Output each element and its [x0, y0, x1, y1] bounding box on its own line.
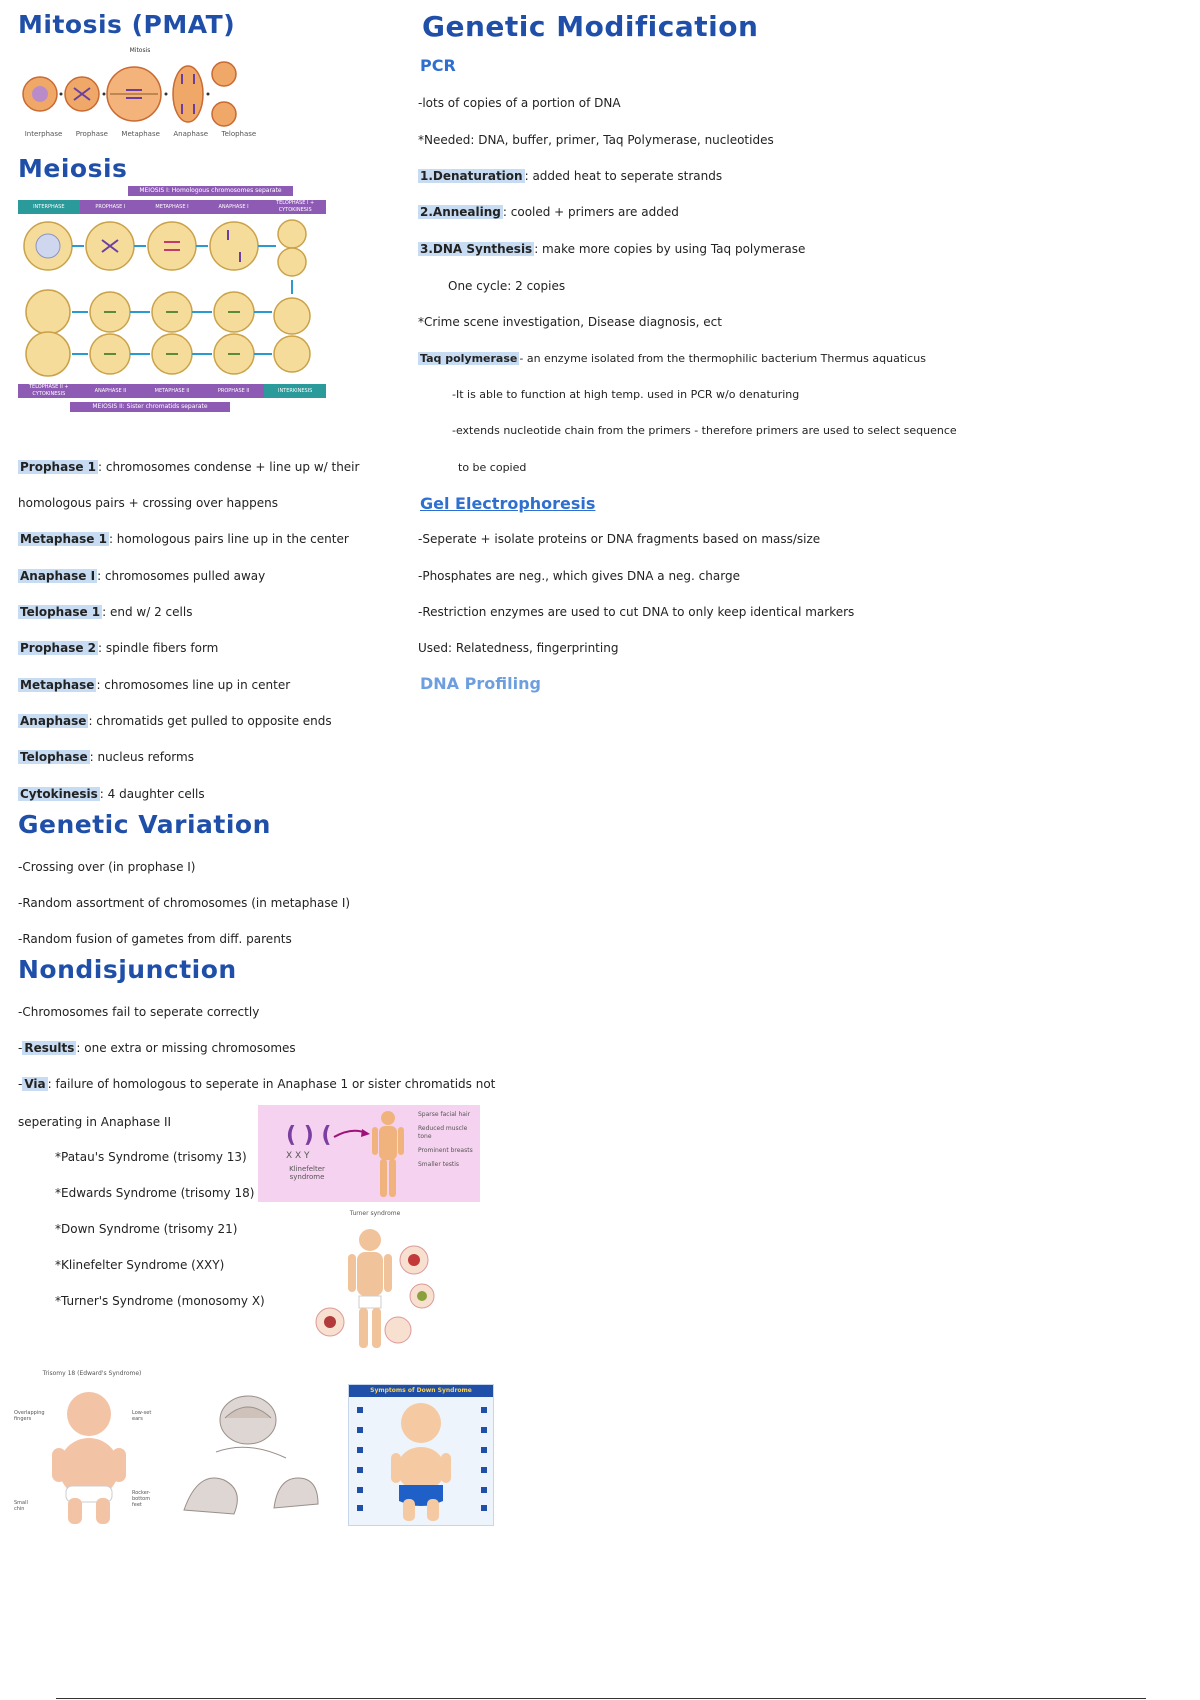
meiosis-note: Telophase 1 : end w/ 2 cells: [20, 605, 193, 619]
meiosis-phase-label: ANAPHASE II: [80, 384, 142, 398]
nondisjunction-note: - Results : one extra or missing chromosomes: [18, 1041, 296, 1055]
symptom-markers-left: [355, 1405, 373, 1515]
syndrome-item: *Turner's Syndrome (monosomy X): [55, 1294, 265, 1308]
down-syndrome-figure: [348, 1384, 494, 1526]
trisomy-18-label: Overlapping fingers: [14, 1410, 45, 1422]
pcr-note: 1.Denaturation : added heat to seperate strands: [420, 169, 723, 183]
meiosis-note: Prophase 2 : spindle fibers form: [20, 641, 219, 655]
meiosis-phase-label: INTERKINESIS: [264, 384, 326, 398]
dna-profiling-title: DNA Profiling: [420, 674, 541, 693]
meiosis-note: Cytokinesis : 4 daughter cells: [20, 787, 205, 801]
trisomy-18-label: Rocker-bottom feet: [132, 1490, 151, 1508]
patau-sketch-figure: [170, 1390, 340, 1530]
gel-note: -Seperate + isolate proteins or DNA fragments based on mass/size: [418, 532, 821, 546]
meiosis-phase-label: PROPHASE I: [80, 200, 142, 214]
nondisjunction-note: - Via : failure of homologous to seperate in Anaphase 1 or sister chromatids not: [18, 1077, 496, 1091]
syndrome-item: *Down Syndrome (trisomy 21): [55, 1222, 238, 1236]
down-syndrome-title: Symptoms of Down Syndrome: [349, 1385, 493, 1397]
trait-label: Smaller testis: [418, 1161, 460, 1168]
nondisjunction-title: Nondisjunction: [18, 955, 237, 984]
turner-figure-title: Turner syndrome: [349, 1210, 401, 1217]
pcr-note: -extends nucleotide chain from the primers - therefore primers are used to select sequence: [452, 424, 957, 437]
meiosis-phase-label: METAPHASE I: [141, 200, 203, 214]
syndrome-item: *Patau's Syndrome (trisomy 13): [55, 1150, 247, 1164]
variation-note: -Crossing over (in prophase I): [18, 860, 196, 874]
pcr-note: *Needed: DNA, buffer, primer, Taq Polymerase, nucleotides: [418, 133, 774, 147]
mitosis-diagram: [18, 44, 263, 144]
trisomy-18-label: Small chin: [14, 1500, 28, 1512]
mitosis-phase-label: Prophase: [75, 130, 108, 138]
trait-label: Prominent breasts: [418, 1147, 473, 1154]
meiosis-phase-label: TELOPHASE I + CYTOKINESIS: [264, 200, 326, 214]
chromosome-icon: ( ) (: [286, 1123, 332, 1148]
trisomy-18-title: Trisomy 18 (Edward's Syndrome): [42, 1370, 142, 1377]
trait-label: Sparse facial hair: [418, 1111, 471, 1118]
baby-diagram: [34, 1386, 144, 1526]
klinefelter-caption: Klinefelter syndrome: [289, 1165, 325, 1181]
trisomy-18-label: Low-set ears: [132, 1410, 152, 1422]
mitosis-phase-label: Telophase: [221, 130, 257, 138]
pcr-note: 3.DNA Synthesis : make more copies by using Taq polymerase: [420, 242, 806, 256]
nondisjunction-note: -Chromosomes fail to seperate correctly: [18, 1005, 260, 1019]
pcr-note: *Crime scene investigation, Disease diagnosis, ect: [418, 315, 722, 329]
pcr-note: Taq polymerase - an enzyme isolated from the thermophilic bacterium Thermus aquaticus: [420, 352, 926, 365]
meiosis-note: homologous pairs + crossing over happens: [18, 496, 278, 510]
mitosis-title: Mitosis (PMAT): [18, 10, 236, 39]
page-divider: [56, 1698, 1146, 1699]
meiosis-note: Anaphase I : chromosomes pulled away: [20, 569, 266, 583]
mitosis-figure: [18, 44, 263, 144]
syndrome-item: *Edwards Syndrome (trisomy 18): [55, 1186, 255, 1200]
pcr-note: 2.Annealing : cooled + primers are added: [420, 205, 679, 219]
meiosis-figure: [18, 182, 326, 422]
trisomy-18-figure: [14, 1370, 154, 1530]
meiosis-phase-label: TELOPHASE II + CYTOKINESIS: [18, 384, 80, 398]
meiosis-note: Prophase 1 : chromosomes condense + line up w/ their: [20, 460, 360, 474]
meiosis-note: Telophase : nucleus reforms: [20, 750, 194, 764]
mitosis-phase-labels: [18, 130, 263, 138]
mitosis-phase-label: Metaphase: [121, 130, 160, 138]
turner-diagram: [310, 1218, 440, 1353]
meiosis-1-banner: MEIOSIS I: Homologous chromosomes separate: [128, 186, 293, 196]
gel-note: -Phosphates are neg., which gives DNA a neg. charge: [418, 569, 740, 583]
mitosis-phase-label: Anaphase: [173, 130, 209, 138]
gel-note: -Restriction enzymes are used to cut DNA to only keep identical markers: [418, 605, 855, 619]
meiosis-bottom-phase-bar: [18, 384, 326, 398]
pcr-note: -It is able to function at high temp. used in PCR w/o denaturing: [452, 388, 800, 401]
mitosis-phase-label: Interphase: [24, 130, 63, 138]
nondisjunction-note: seperating in Anaphase II: [18, 1115, 172, 1129]
meiosis-note: Metaphase 1 : homologous pairs line up in the center: [20, 532, 349, 546]
meiosis-diagram: [18, 216, 326, 384]
meiosis-phase-label: INTERPHASE: [18, 200, 80, 214]
klinefelter-traits: [418, 1111, 476, 1169]
trait-label: Reduced muscle tone: [418, 1125, 468, 1140]
down-baby-diagram: [379, 1399, 463, 1523]
pcr-note: to be copied: [458, 461, 527, 474]
arrow-right-icon: [332, 1127, 372, 1141]
klinefelter-figure: [258, 1105, 480, 1202]
genetic-modification-title: Genetic Modification: [422, 10, 759, 43]
meiosis-phase-label: PROPHASE II: [203, 384, 265, 398]
symptom-markers-right: [473, 1405, 491, 1515]
meiosis-2-banner: MEIOSIS II: Sister chromatids separate: [70, 402, 230, 412]
variation-note: -Random fusion of gametes from diff. parents: [18, 932, 292, 946]
meiosis-top-phase-bar: [18, 200, 326, 214]
syndrome-item: *Klinefelter Syndrome (XXY): [55, 1258, 225, 1272]
meiosis-title: Meiosis: [18, 154, 128, 183]
meiosis-note: Metaphase : chromosomes line up in center: [20, 678, 291, 692]
pcr-note: -lots of copies of a portion of DNA: [418, 96, 621, 110]
pcr-note: One cycle: 2 copies: [448, 279, 566, 293]
variation-note: -Random assortment of chromosomes (in metaphase I): [18, 896, 351, 910]
karyotype-label: X X Y: [286, 1151, 310, 1161]
gel-electrophoresis-title: Gel Electrophoresis: [420, 494, 596, 513]
genetic-variation-title: Genetic Variation: [18, 810, 271, 839]
person-figure: [370, 1109, 406, 1199]
turner-figure: [310, 1210, 440, 1355]
meiosis-phase-label: METAPHASE II: [141, 384, 203, 398]
mitosis-figure-title: Mitosis: [129, 47, 151, 54]
gel-note: Used: Relatedness, fingerprinting: [418, 641, 619, 655]
meiosis-phase-label: ANAPHASE I: [203, 200, 265, 214]
pcr-title: PCR: [420, 56, 456, 75]
meiosis-note: Anaphase : chromatids get pulled to opposite ends: [20, 714, 332, 728]
